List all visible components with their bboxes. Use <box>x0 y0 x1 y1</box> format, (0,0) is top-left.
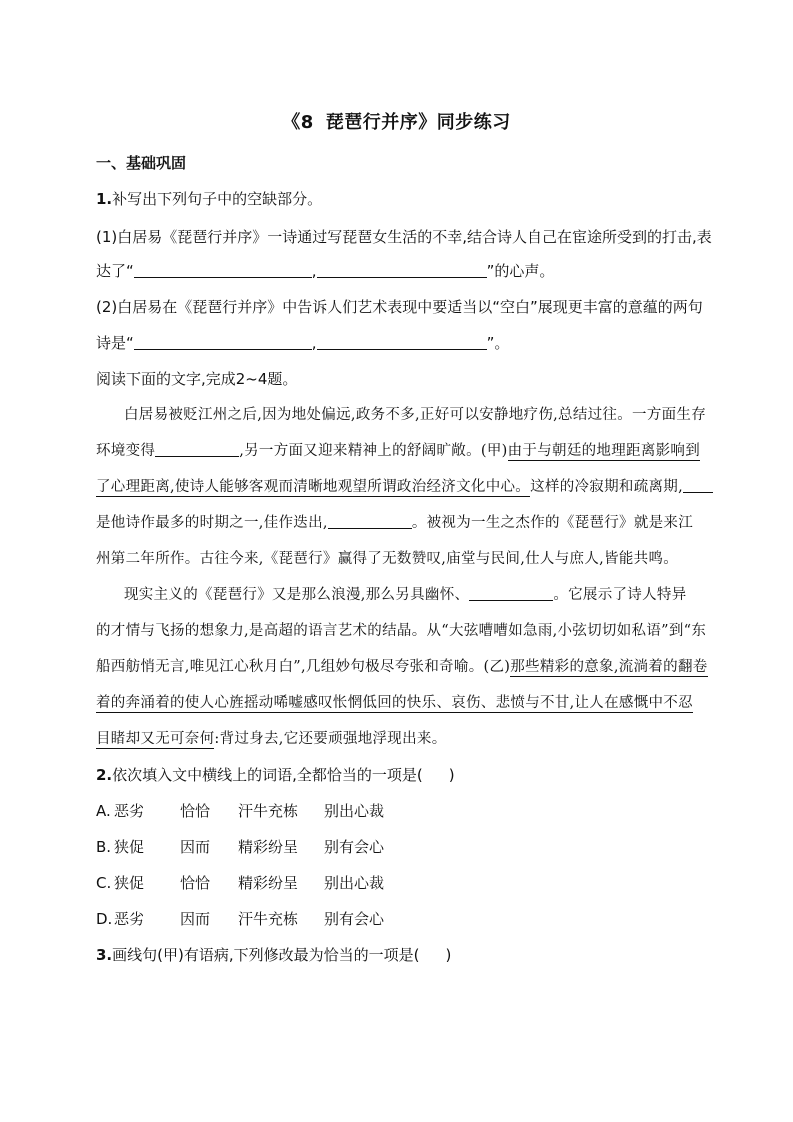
text: 狭促 <box>114 838 145 856</box>
question-number: 3. <box>96 946 113 964</box>
text: 精彩纷呈 <box>238 838 299 856</box>
q1-sub2-line1: (2)白居易在《琵琶行并序》中告诉人们艺术表现中要适当以“空白”展现更丰富的意蕴的两句 <box>96 298 703 316</box>
underlined-sentence-jia: 由于与朝廷的地理距离影响到 <box>507 443 701 459</box>
text: 因而 <box>180 910 211 928</box>
answer-blank[interactable] <box>328 512 412 529</box>
question-1 <box>96 188 322 210</box>
option-b[interactable] <box>96 836 384 858</box>
text: 恶劣 <box>114 910 145 928</box>
passage-line <box>124 584 687 606</box>
page-title <box>0 108 793 134</box>
text: 现实主义的《琵琶行》又是那么浪漫,那么另具幽怀、 <box>124 587 470 603</box>
q1-sub1-line2 <box>96 260 554 282</box>
text: 恰恰 <box>180 874 211 892</box>
answer-blank[interactable] <box>155 440 239 457</box>
text: 汗牛充栋 <box>238 802 299 820</box>
answer-blank[interactable] <box>134 261 312 278</box>
text: 狭促 <box>114 874 145 892</box>
text: ”。 <box>486 334 510 352</box>
underlined-sentence-yi: 那些精彩的意象,流淌着的翻卷 <box>510 659 708 675</box>
text: 精彩纷呈 <box>238 874 299 892</box>
question-text: 依次填入文中横线上的词语,全都恰当的一项是( <box>112 766 423 784</box>
text: 恶劣 <box>114 802 145 820</box>
text: 。被视为一生之杰作的《琵琶行》就是来江 <box>411 515 694 531</box>
option-a[interactable] <box>96 800 384 822</box>
text: B. <box>96 838 112 856</box>
q1-sub1-line1: (1)白居易《琵琶行并序》一诗通过写琵琶女生活的不幸,结合诗人自己在宦途所受到的打击,表 <box>96 228 712 246</box>
reading-intro: 阅读下面的文字,完成2~4题。 <box>96 370 298 388</box>
passage-line <box>96 440 700 462</box>
text: 环境变得 <box>96 443 156 459</box>
text: ) <box>445 946 452 964</box>
text: , <box>311 334 317 352</box>
passage-line: 白居易被贬江州之后,因为地处偏远,政务不多,正好可以安静地疗伤,总结过往。一方面生存 <box>124 407 707 423</box>
underlined-sentence-yi: 目睹却又无可奈何 <box>96 731 215 747</box>
text: 汗牛充栋 <box>238 910 299 928</box>
question-number: 2. <box>96 766 113 784</box>
text: ”的心声。 <box>486 262 555 280</box>
passage-line <box>96 728 447 750</box>
answer-blank[interactable] <box>469 584 553 601</box>
text: , <box>311 262 317 280</box>
answer-blank[interactable] <box>317 333 487 350</box>
text: C. <box>96 874 112 892</box>
title-part-1: 《8 <box>282 112 314 133</box>
text: D. <box>96 910 113 928</box>
passage-line <box>96 692 693 714</box>
text: 达了“ <box>96 262 134 280</box>
text: 别有会心 <box>324 838 385 856</box>
text: 是他诗作最多的时期之一,佳作迭出, <box>96 515 328 531</box>
text: 因而 <box>180 838 211 856</box>
section-heading: 一、基础巩固 <box>96 154 187 172</box>
text: :背过身去,它还要顽强地浮现出来。 <box>214 731 447 747</box>
text: 别出心裁 <box>324 802 385 820</box>
text: 。它展示了诗人特异 <box>553 587 687 603</box>
title-part-2: 琵琶行并序》同步练习 <box>325 112 511 133</box>
passage-line: 州第二年所作。古往今来,《琵琶行》赢得了无数赞叹,庙堂与民间,仕人与庶人,皆能共鸣。 <box>96 551 679 567</box>
text: A. <box>96 802 111 820</box>
option-c[interactable] <box>96 872 384 894</box>
passage-line <box>96 476 713 498</box>
question-text: 画线句(甲)有语病,下列修改最为恰当的一项是( <box>112 946 420 964</box>
passage-line <box>96 656 708 678</box>
option-d[interactable] <box>96 908 384 930</box>
answer-blank[interactable] <box>683 476 713 493</box>
q1-sub2-line2 <box>96 332 509 354</box>
text: 船西舫悄无言,唯见江心秋月白”,几组妙句极尽夸张和奇喻。(乙) <box>96 659 511 675</box>
passage-line: 的才情与飞扬的想象力,是高超的语言艺术的结晶。从“大弦嘈嘈如急雨,小弦切切如私语”到“东 <box>96 623 707 639</box>
text: 恰恰 <box>180 802 211 820</box>
underlined-sentence-yi: 着的奔涌着的使人心旌摇动唏嘘感叹怅惘低回的快乐、哀伤、悲愤与不甘,让人在感慨中不忍 <box>96 695 693 711</box>
answer-blank[interactable] <box>134 333 312 350</box>
question-text: 补写出下列句子中的空缺部分。 <box>112 190 323 208</box>
text: 诗是“ <box>96 334 134 352</box>
question-number: 1. <box>96 190 113 208</box>
text: ) <box>448 766 455 784</box>
question-2 <box>96 764 455 786</box>
question-3 <box>96 944 451 966</box>
answer-blank[interactable] <box>317 261 487 278</box>
text: ,另一方面又迎来精神上的舒阔旷敞。(甲) <box>239 443 508 459</box>
text: 别出心裁 <box>324 874 385 892</box>
passage-line <box>96 512 693 534</box>
text: 别有会心 <box>324 910 385 928</box>
text: 这样的冷寂期和疏离期, <box>530 479 684 495</box>
underlined-sentence-jia: 了心理距离,使诗人能够客观而清晰地观望所谓政治经济文化中心。 <box>96 479 531 495</box>
